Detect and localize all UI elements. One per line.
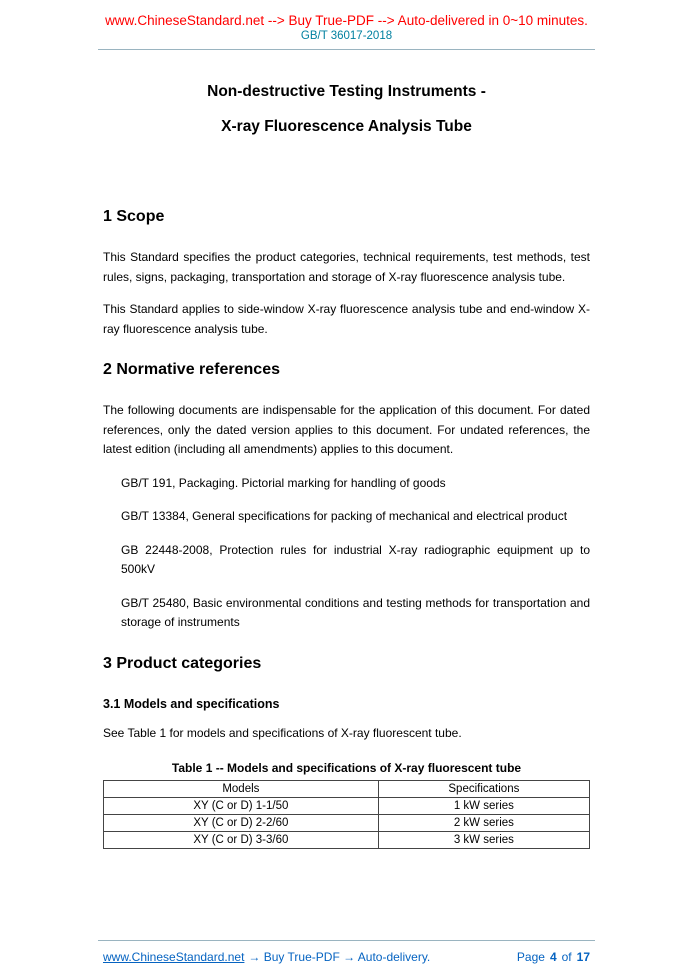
table-caption: Table 1 -- Models and specifications of X-ray fluorescent tube: [171, 761, 522, 775]
section-heading-normative-references: 2 Normative references: [103, 361, 280, 378]
reference-item: GB 22448-2008, Protection rules for industrial X-ray radiographic equipment up to 500kV: [121, 542, 590, 576]
subsection-heading-models: 3.1 Models and specifications: [103, 696, 280, 711]
standard-number: GB/T 36017-2018: [300, 30, 393, 42]
footer-left: [103, 950, 430, 964]
reference-item: GB/T 25480, Basic environmental conditions and testing methods for transportation and storage of instruments: [121, 595, 590, 629]
page-indicator: [517, 950, 590, 964]
footer-tagline: → Buy True-PDF → Auto-delivery.: [248, 950, 431, 964]
section-heading-scope: 1 Scope: [103, 208, 165, 225]
table-row: [104, 832, 590, 849]
scope-paragraph-2: This Standard applies to side-window X-ray fluorescence analysis tube and end-window X-ray fluorescence analysis tube.: [103, 302, 590, 336]
document-title-line1: Non-destructive Testing Instruments -: [207, 83, 486, 100]
product-paragraph: See Table 1 for models and specifications of X-ray fluorescent tube.: [103, 725, 462, 740]
table-header-row: [104, 781, 590, 798]
section-heading-product-categories: 3 Product categories: [103, 654, 262, 672]
table-cell-model: XY (C or D) 1-1/50: [104, 798, 379, 815]
normative-paragraph: The following documents are indispensable for the application of this document. For dated references, only the dated version applies to this document. For undated references, the latest edition (including all amendments) applies to this document.: [103, 403, 590, 456]
reference-item: GB/T 13384, General specifications for packing of mechanical and electrical product: [121, 509, 568, 523]
table-cell-model: XY (C or D) 3-3/60: [104, 832, 379, 849]
header-rule: [98, 49, 595, 50]
table-header-specifications: Specifications: [378, 781, 589, 798]
table-cell-model: XY (C or D) 2-2/60: [104, 815, 379, 832]
reference-item: GB/T 191, Packaging. Pictorial marking for handling of goods: [121, 475, 446, 490]
models-table: [103, 780, 590, 849]
table-row: [104, 798, 590, 815]
footer-site-link[interactable]: www.ChineseStandard.net: [103, 950, 245, 964]
document-title-line2: X-ray Fluorescence Analysis Tube: [221, 118, 472, 135]
of-label: of: [561, 950, 572, 964]
page-content: [0, 83, 693, 849]
footer: [98, 940, 595, 964]
page-number: 4: [549, 950, 557, 964]
page-label: Page: [516, 950, 545, 964]
table-cell-spec: 1 kW series: [378, 798, 589, 815]
table-cell-spec: 2 kW series: [378, 815, 589, 832]
table-cell-spec: 3 kW series: [378, 832, 589, 849]
header-promo-link[interactable]: www.ChineseStandard.net --> Buy True-PDF --> Auto-delivered in 0~10 minutes.: [105, 13, 588, 28]
total-pages: 17: [576, 950, 590, 964]
table-header-models: Models: [104, 781, 379, 798]
table-row: [104, 815, 590, 832]
scope-paragraph-1: This Standard specifies the product categories, technical requirements, test methods, test rules, signs, packaging, transportation and storage of X-ray fluorescence analysis tube.: [103, 250, 590, 284]
